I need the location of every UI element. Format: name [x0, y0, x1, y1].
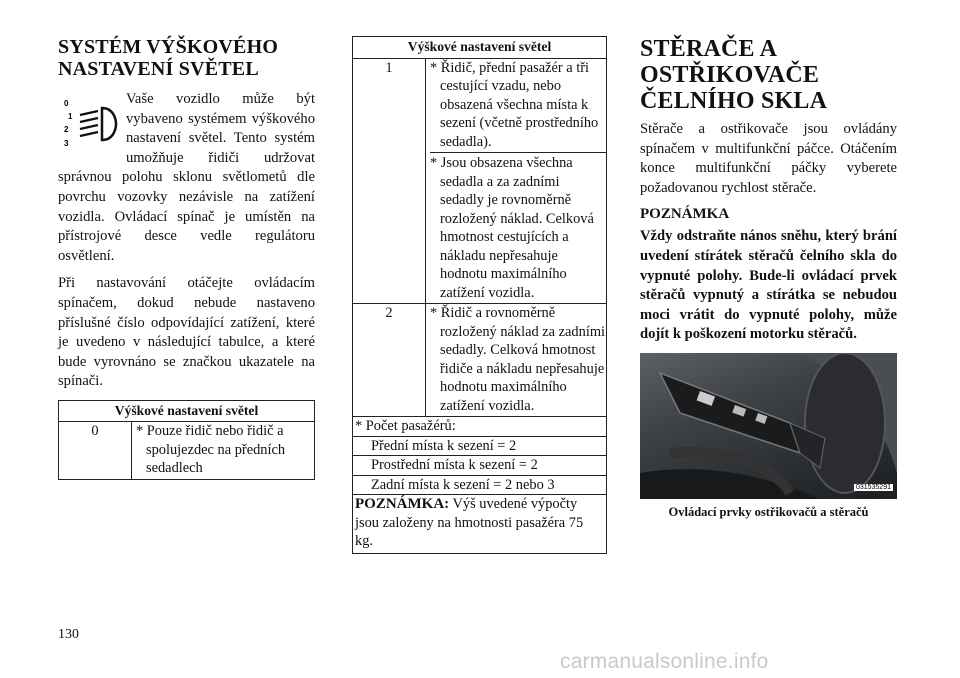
description-text: * Řidič, přední pasažér a tři cestující vzadu, nebo obsazená všechna místa k sezení (včetně prostředního sedadla). — [430, 59, 599, 150]
icon-label-3: 3 — [64, 139, 69, 148]
table-cell-position: 1 — [353, 58, 426, 304]
title-line: STĚRAČE A — [640, 36, 778, 62]
right-column — [640, 36, 897, 520]
headlight-leveling-instructions: Při nastavování otáčejte ovládacím spínačem, dokud nebude nastaveno příslušné číslo odpovídající zatížení, které je uvedeno v následující tabulce, a které bude vyrovnáno se značkou ukazatele na spínači. — [58, 275, 315, 390]
section-title-headlight-leveling — [58, 36, 315, 80]
icon-label-1: 1 — [68, 112, 73, 121]
wipers-paragraph: Stěrače a ostřikovače jsou ovládány spínačem v multifunkční páčce. Otáčením konce multifunkční páčky vyberete požadovanou rychlost stěrače. — [640, 121, 897, 196]
wiper-stalk-photo — [640, 353, 897, 499]
leveling-table-part1 — [58, 400, 315, 480]
table-note — [353, 494, 606, 553]
note-heading: POZNÁMKA — [640, 206, 730, 223]
seats-rear: Zadní místa k sezení = 2 nebo 3 — [353, 475, 606, 495]
seats-middle: Prostřední místa k sezení = 2 — [353, 455, 606, 475]
section-title-wipers — [640, 36, 897, 114]
table-cell-description — [132, 422, 315, 479]
table-header: Výškové nastavení světel — [353, 37, 606, 58]
note-label: POZNÁMKA: — [355, 496, 450, 512]
icon-label-0: 0 — [64, 99, 69, 108]
wipers-note-text: Vždy odstraňte nános sněhu, který brání uvedení stírátek stěračů čelního skla do vypnuté polohy. Bude-li ovládací prvek stěračů vypnutý a stírátka se nebudou moci vrátit do vypnuté polohy, může dojít k poškození motorku stěračů. — [640, 228, 897, 343]
title-line: OSTŘIKOVAČE — [640, 62, 820, 88]
description-text: * Řidič a rovnoměrně rozložený náklad za zadními sedadly. Celková hmotnost řidiče a nákladu nepřesahuje hodnotu maximálního zatížení vozidla. — [430, 305, 606, 414]
passenger-count-title: * Počet pasažérů: — [355, 418, 456, 434]
description-text: * Pouze řidič nebo řidič a spolujezdec na předních sedadlech — [136, 423, 286, 477]
seats-front: Přední místa k sezení = 2 — [353, 436, 606, 456]
watermark: carmanualsonline.info — [560, 650, 769, 673]
table-cell-description — [426, 58, 607, 304]
table-header: Výškové nastavení světel — [59, 401, 314, 422]
headlight-leveling-paragraph: Vaše vozidlo může být vybaveno systémem výškového nastavení světel. Tento systém umožňuje řidiči udržovat správnou polohu sklonu světlometů dle povrchu vozovky nezávisle na zatížení vozidla. Ovládací spínač je umístěn na přístrojové desce vedle regulátoru osvětlení. — [58, 91, 315, 264]
table-cell-position: 2 — [353, 304, 426, 417]
note-text: Výš uvedené výpočty jsou založeny na hmotnosti pasažéra 75 kg. — [355, 496, 584, 549]
wiper-stalk-illustration — [640, 353, 897, 499]
table-cell-description — [426, 304, 607, 417]
headlight-leveling-icon — [58, 92, 120, 154]
title-line: SYSTÉM VÝŠKOVÉHO — [58, 36, 279, 58]
photo-code: 031535291 — [855, 483, 891, 491]
title-line: ČELNÍHO SKLA — [640, 88, 828, 114]
description-text: * Jsou obsazena všechna sedadla a za zadními sedadly je rovnoměrně rozložený náklad. Celková hmotnost cestujících a nákladu nepřesahuje hodnotu maximálního zatížení vozidla. — [430, 155, 594, 301]
middle-column — [352, 36, 607, 554]
leveling-table-part2 — [352, 36, 607, 554]
title-line: NASTAVENÍ SVĚTEL — [58, 58, 259, 80]
photo-caption: Ovládací prvky ostřikovačů a stěračů — [668, 504, 869, 519]
left-column — [58, 36, 315, 480]
page-number: 130 — [58, 627, 79, 642]
icon-label-2: 2 — [64, 125, 69, 134]
table-cell-position: 0 — [59, 422, 132, 479]
